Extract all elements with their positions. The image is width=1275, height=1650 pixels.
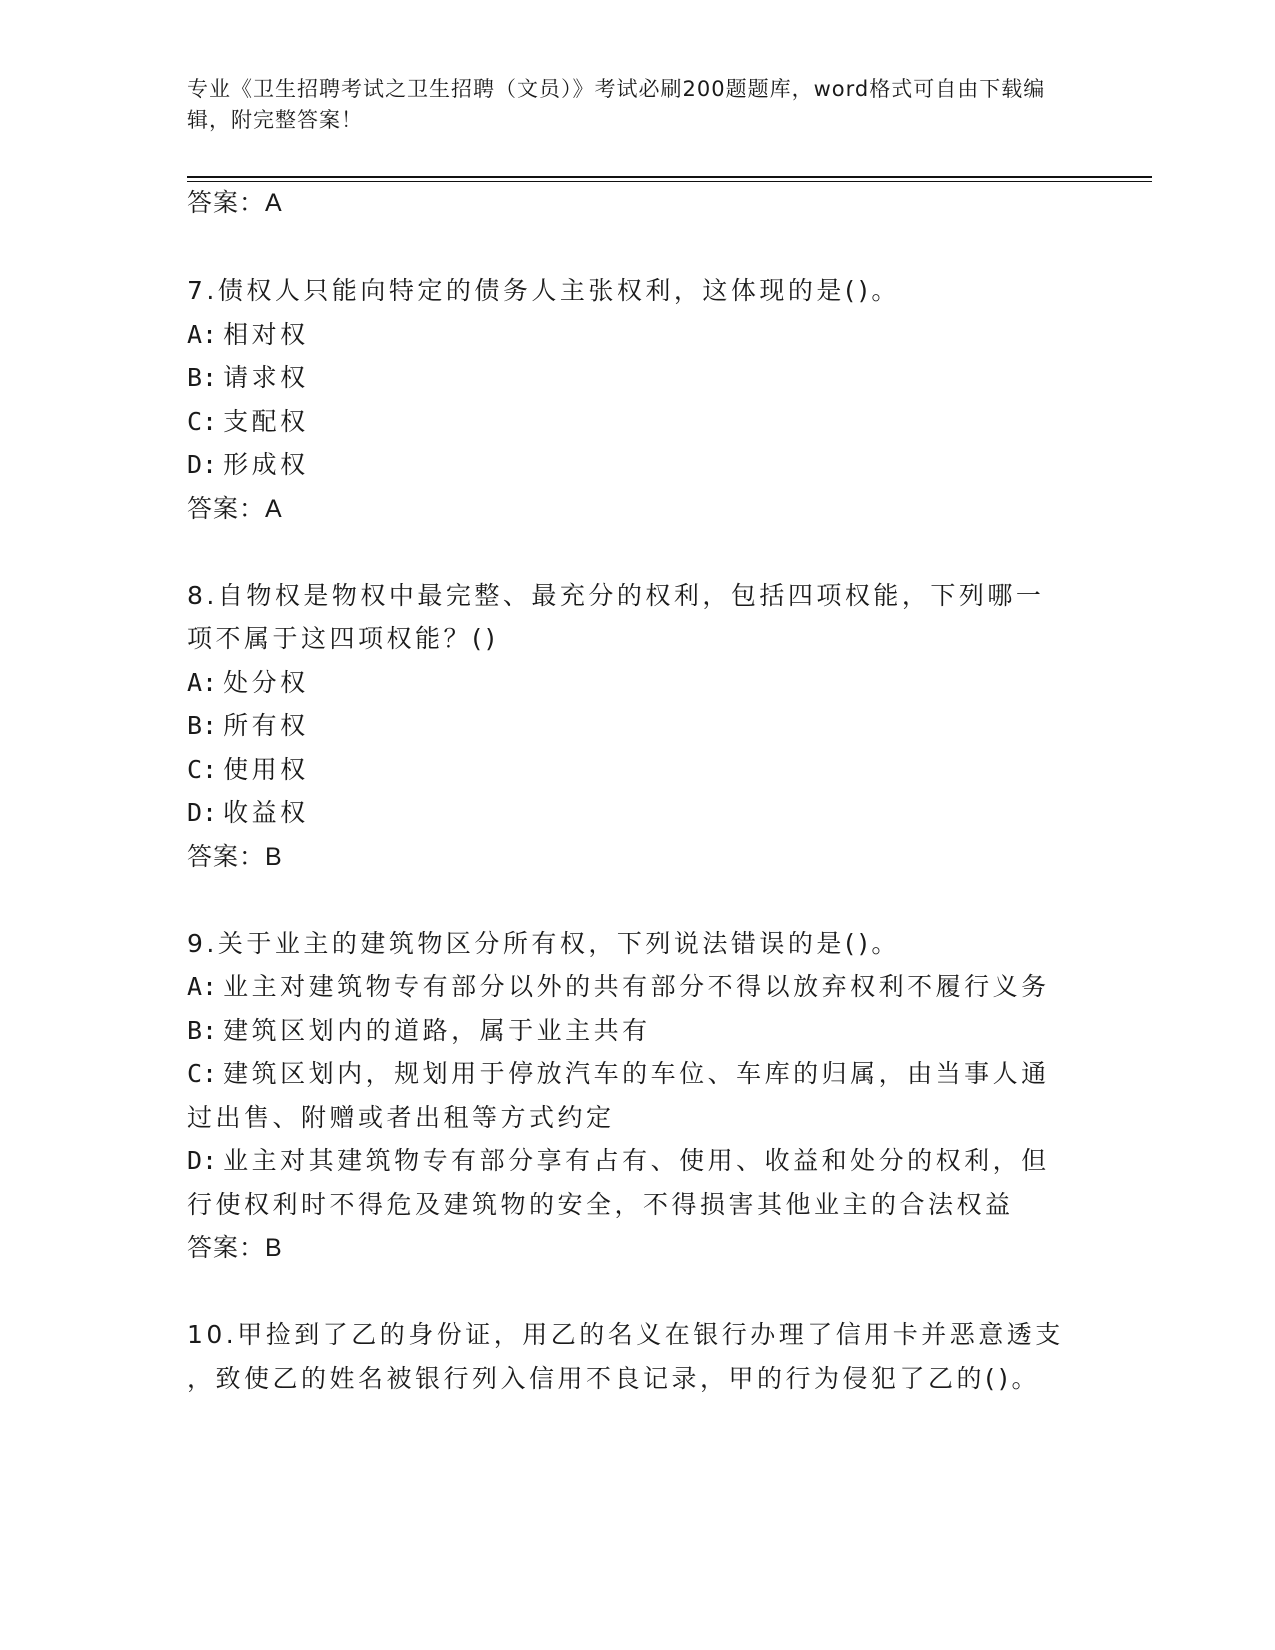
question-9-option-d <box>187 1144 1050 1178</box>
question-9-option-c-cont: 过出售、附赠或者出租等方式约定 <box>187 1103 615 1132</box>
question-7-answer: 答案：A <box>187 495 283 523</box>
question-7-option-a <box>187 318 309 352</box>
option-letter: A: <box>187 668 218 697</box>
question-7-option-c <box>187 405 309 439</box>
option-text: 建筑区划内，规划用于停放汽车的车位、车库的归属，由当事人通 <box>223 1059 1050 1088</box>
option-letter: D: <box>187 798 218 827</box>
question-8-option-b <box>187 709 309 743</box>
question-7-option-d <box>187 448 309 482</box>
question-8-option-c <box>187 753 309 787</box>
option-text: 支配权 <box>223 407 309 436</box>
option-letter: D: <box>187 450 218 479</box>
header-rule <box>187 176 1152 178</box>
option-text: 请求权 <box>223 363 309 392</box>
option-letter: C: <box>187 1059 218 1088</box>
document-header: 专业《卫生招聘考试之卫生招聘（文员）》考试必刷200题题库，word格式可自由下载编辑，附完整答案！ <box>187 77 1046 132</box>
question-9-text: 9.关于业主的建筑物区分所有权，下列说法错误的是()。 <box>187 929 900 958</box>
option-text: 所有权 <box>223 711 309 740</box>
option-letter: B: <box>187 711 218 740</box>
question-8-text: 8.自物权是物权中最完整、最充分的权利，包括四项权能，下列哪一 <box>187 581 1045 610</box>
option-letter: D: <box>187 1146 218 1175</box>
option-text: 形成权 <box>223 450 309 479</box>
question-10-text-cont: ，致使乙的姓名被银行列入信用不良记录，甲的行为侵犯了乙的()。 <box>187 1364 1041 1393</box>
option-letter: B: <box>187 363 218 392</box>
header-rule-thin <box>187 181 1152 182</box>
option-letter: A: <box>187 320 218 349</box>
option-letter: A: <box>187 972 218 1001</box>
option-text: 建筑区划内的道路，属于业主共有 <box>223 1016 651 1045</box>
option-text: 相对权 <box>223 320 309 349</box>
question-8-answer: 答案：B <box>187 843 283 871</box>
option-text: 使用权 <box>223 755 309 784</box>
question-9-option-a <box>187 970 1050 1004</box>
option-letter: C: <box>187 755 218 784</box>
question-8-option-a <box>187 666 309 700</box>
question-9-option-b <box>187 1014 651 1048</box>
question-7-text: 7.债权人只能向特定的债务人主张权利，这体现的是()。 <box>187 276 900 305</box>
question-9-option-c <box>187 1057 1050 1091</box>
question-10-text: 10.甲捡到了乙的身份证，用乙的名义在银行办理了信用卡并恶意透支 <box>187 1320 1064 1349</box>
option-text: 业主对其建筑物专有部分享有占有、使用、收益和处分的权利，但 <box>223 1146 1050 1175</box>
question-9-answer: 答案：B <box>187 1234 283 1262</box>
option-text: 收益权 <box>223 798 309 827</box>
option-text: 业主对建筑物专有部分以外的共有部分不得以放弃权利不履行义务 <box>223 972 1050 1001</box>
question-7-option-b <box>187 361 309 395</box>
question-9-option-d-cont: 行使权利时不得危及建筑物的安全，不得损害其他业主的合法权益 <box>187 1190 1014 1219</box>
option-letter: C: <box>187 407 218 436</box>
question-8-option-d <box>187 796 309 830</box>
option-letter: B: <box>187 1016 218 1045</box>
question-8-text-cont: 项不属于这四项权能？() <box>187 624 499 653</box>
option-text: 处分权 <box>223 668 309 697</box>
answer-label: 答案：A <box>187 189 283 217</box>
